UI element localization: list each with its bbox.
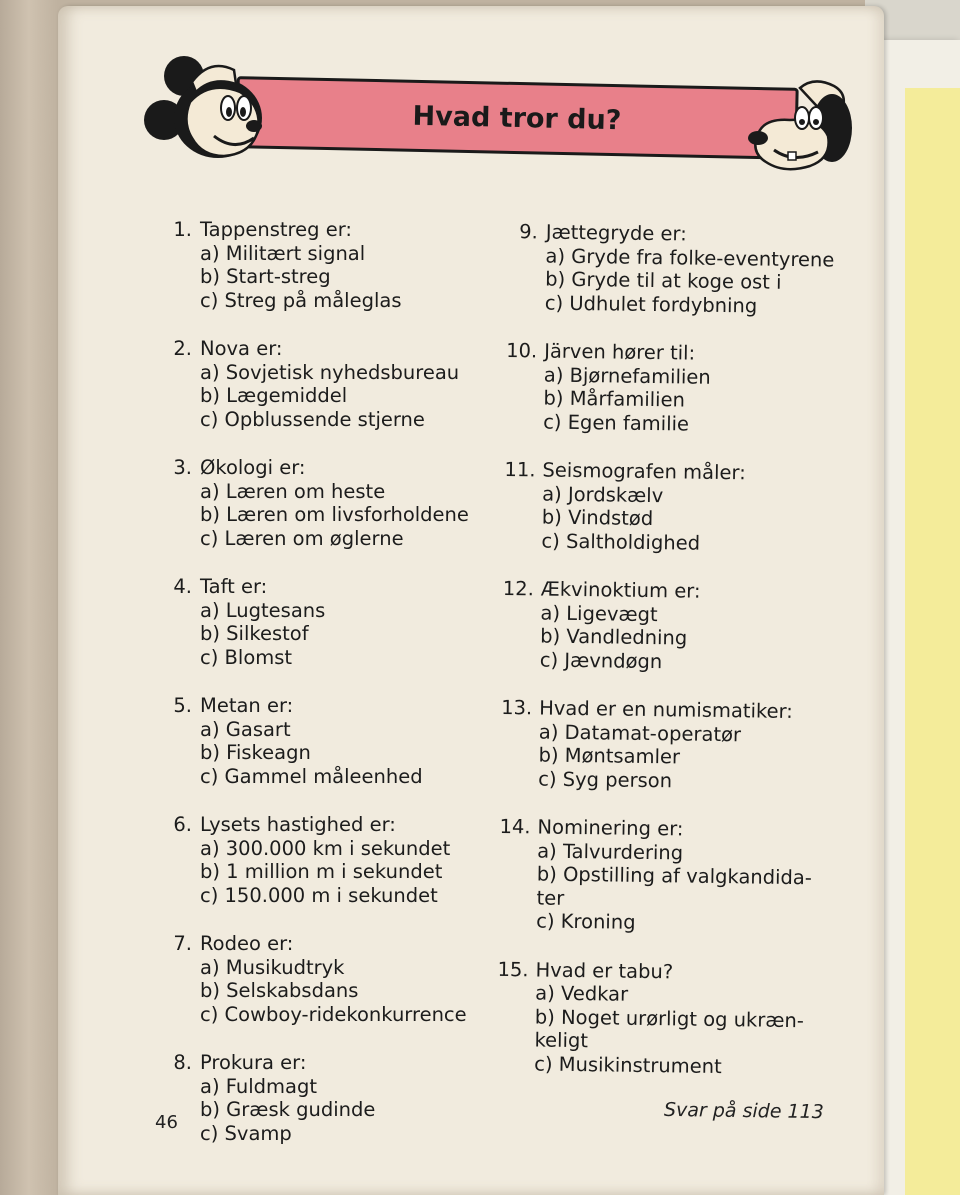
answer-option: c) Udhulet fordybning	[544, 291, 758, 317]
question-number: 11.	[504, 457, 536, 482]
question-number: 3.	[173, 456, 192, 479]
answer-option: c) Musikinstrument	[534, 1051, 722, 1078]
question-number: 14.	[499, 814, 531, 839]
answer-option: a) Vedkar	[535, 981, 629, 1006]
adjacent-page-yellow-panel	[905, 88, 960, 1195]
question-text: Nominering er:	[537, 815, 684, 841]
questions-right-column	[496, 220, 858, 1105]
question-number: 5.	[173, 694, 192, 717]
question-text: Jættegryde er:	[545, 220, 687, 246]
answer-option: c) 150.000 m i sekundet	[200, 883, 438, 907]
answer-option: a) Lugtesans	[200, 598, 326, 622]
question-item	[503, 458, 854, 557]
answer-option: a) Sovjetisk nyhedsbureau	[200, 360, 460, 384]
questions-left-column	[162, 218, 502, 1170]
answer-option: a) Læren om heste	[200, 479, 386, 503]
answer-option: c) Syg person	[538, 766, 673, 792]
question-text: Seismografen måler:	[542, 458, 746, 485]
question-title	[162, 218, 502, 242]
answer-option: a) Gasart	[200, 717, 291, 741]
answer-option: b) Vindstød	[541, 505, 654, 531]
question-number: 9.	[519, 220, 538, 244]
question-item	[162, 575, 502, 669]
question-number: 2.	[173, 337, 192, 360]
answer-option: c) Svamp	[200, 1121, 292, 1145]
question-text: Ækvinoktium er:	[540, 577, 701, 603]
answer-option: a) Fuldmagt	[200, 1074, 318, 1098]
question-number: 15.	[497, 957, 529, 981]
page-title: Hvad tror du?	[412, 100, 622, 136]
answer-option: a) Bjørnefamilien	[543, 363, 711, 389]
answer-option: b) Start-streg	[200, 265, 331, 288]
question-title	[162, 813, 502, 837]
answer-option: b) Mårfamilien	[543, 386, 686, 412]
answer-option: b) Silkestof	[200, 622, 309, 645]
answer-option: c) Gammel måleenhed	[200, 764, 423, 788]
answer-option: b) Noget urørligt og ukræn- keligt	[534, 1004, 805, 1053]
question-text: Järven hører til:	[544, 339, 696, 365]
question-number: 6.	[173, 813, 192, 836]
answer-option: b) Vandledning	[540, 624, 688, 650]
question-item	[162, 456, 502, 550]
adjacent-page	[872, 40, 960, 1195]
question-text: Tappenstreg er:	[200, 218, 352, 241]
question-item	[505, 339, 856, 438]
answer-option: b) 1 million m i sekundet	[200, 860, 443, 883]
question-text: Prokura er:	[200, 1051, 307, 1074]
question-item	[162, 813, 502, 907]
answer-option: c) Blomst	[200, 645, 293, 669]
answer-option: a) Ligevægt	[540, 600, 658, 626]
question-text: Metan er:	[200, 694, 294, 717]
question-text: Taft er:	[200, 575, 268, 598]
answer-option: b) Græsk gudinde	[200, 1098, 376, 1121]
question-number: 13.	[501, 695, 533, 720]
question-item	[496, 957, 848, 1079]
question-number: 4.	[173, 575, 192, 598]
question-item	[498, 815, 850, 937]
answer-option: a) Militært signal	[200, 241, 366, 265]
question-item	[507, 220, 858, 319]
question-title	[162, 932, 502, 956]
answer-option: c) Kroning	[536, 909, 636, 934]
answer-option: b) Læren om livsforholdene	[200, 503, 469, 526]
answer-reference: Svar på side 113	[663, 1098, 824, 1124]
question-title	[162, 337, 502, 361]
question-text: Lysets hastighed er:	[200, 813, 396, 836]
question-number: 7.	[173, 932, 192, 955]
answer-option: c) Opblussende stjerne	[200, 407, 425, 431]
answer-option: c) Jævndøgn	[539, 647, 663, 673]
question-text: Hvad er en numismatiker:	[539, 696, 793, 724]
question-item	[162, 1051, 502, 1145]
answer-option: c) Streg på måleglas	[200, 288, 402, 312]
goofy-illustration	[744, 78, 856, 180]
answer-option: c) Saltholdighed	[541, 529, 701, 555]
question-number: 1.	[173, 218, 192, 241]
question-number: 8.	[173, 1051, 192, 1074]
question-item	[162, 932, 502, 1026]
question-item	[162, 694, 502, 788]
answer-option: b) Fiskeagn	[200, 741, 311, 764]
question-title	[162, 575, 502, 599]
answer-option: b) Møntsamler	[538, 743, 681, 769]
question-item	[502, 577, 853, 676]
question-text: Rodeo er:	[200, 932, 294, 955]
answer-option: a) Jordskælv	[542, 482, 664, 507]
answer-option: b) Opstilling af valgkandida- ter	[536, 862, 813, 910]
answer-option: a) Datamat-operatør	[538, 719, 742, 746]
answer-option: c) Læren om øglerne	[200, 526, 404, 550]
question-text: Økologi er:	[200, 456, 306, 479]
question-text: Hvad er tabu?	[535, 957, 674, 983]
question-text: Nova er:	[200, 337, 283, 360]
question-title	[162, 1051, 502, 1075]
answer-option: a) Talvurdering	[537, 838, 684, 865]
question-item	[500, 696, 851, 795]
question-item	[162, 218, 502, 312]
question-number: 12.	[502, 576, 535, 601]
page-number: 46	[155, 1112, 178, 1133]
answer-option: b) Selskabsdans	[200, 979, 359, 1002]
question-number: 10.	[506, 338, 538, 363]
answer-option: a) Musikudtryk	[200, 955, 345, 979]
answer-option: c) Egen familie	[543, 410, 690, 436]
answer-option: b) Gryde til at koge ost i	[545, 267, 782, 294]
mickey-mouse-illustration	[140, 52, 270, 164]
answer-option: c) Cowboy-ridekonkurrence	[200, 1002, 467, 1026]
question-title	[162, 456, 502, 480]
answer-option: a) 300.000 km i sekundet	[200, 836, 451, 860]
title-banner	[235, 76, 798, 160]
question-title	[162, 694, 502, 718]
question-item	[162, 337, 502, 431]
answer-option: a) Gryde fra folke-eventyrene	[545, 244, 835, 272]
answer-option: b) Lægemiddel	[200, 384, 348, 407]
